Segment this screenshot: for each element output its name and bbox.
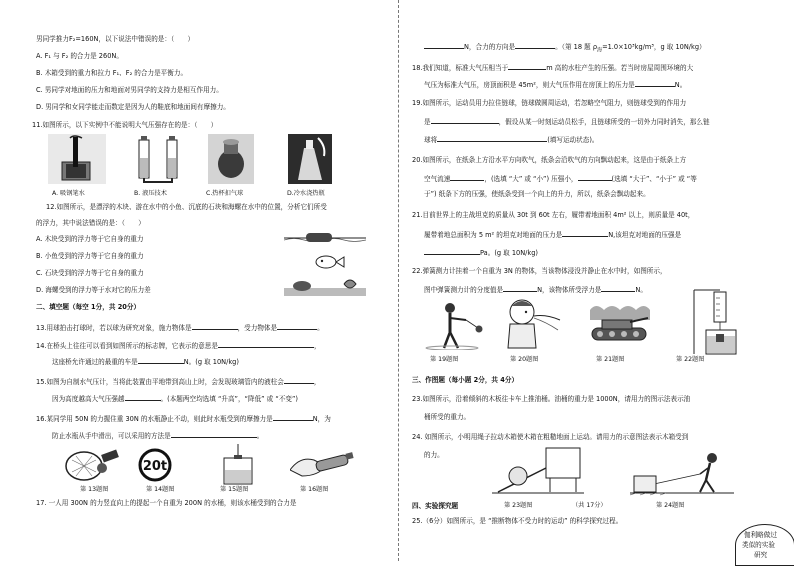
q16-fig-caption: 第 16题图 — [300, 486, 329, 493]
q21-fig-caption: 第 21题图 — [596, 356, 625, 363]
q12-fig-water-tank — [284, 226, 366, 296]
left-column — [0, 0, 399, 561]
q11-caption-c: C.热杯扣气球 — [206, 190, 244, 197]
q25-text: 25.（6分）如图所示，是 “推断物体不受力时的运动” 的科学探究过程。 — [412, 517, 623, 525]
q13-fig-racket — [62, 448, 120, 484]
q19-text-line2: 是 ，假设从某一时刻运动员松手，且链球所受的一切外力同时消失，那么链 — [424, 118, 710, 126]
q18-blank-1[interactable] — [508, 62, 546, 70]
q20-fig-caption: 第 20题图 — [510, 356, 539, 363]
section-2-title: 二、填空题（每空 1分，共 20分） — [36, 303, 141, 311]
q20-blank-1[interactable] — [450, 173, 484, 181]
q11-fig-c-cup-balloon — [208, 134, 254, 184]
q14-fig-caption: 第 14题图 — [146, 486, 175, 493]
q10-option-a: A. F₁ 与 F₂ 的合力是 260N。 — [36, 52, 123, 60]
q13-blank-1[interactable] — [192, 322, 238, 330]
q16-blank-1[interactable] — [273, 413, 313, 421]
q13-blank-2[interactable] — [277, 322, 317, 330]
q13-text: 13.用球拍击打球时，若以球为研究对象，施力物体是 ，受力物体是 。 — [36, 324, 324, 332]
q20-blank-2[interactable] — [578, 173, 612, 181]
q17-blank-2[interactable] — [515, 41, 555, 49]
q12-option-c: C. 石块受到的浮力等于它自身的重力 — [36, 269, 144, 277]
q18-text-line1: 18.我们知道，标准大气压相当于 m 高的水柱产生的压强。若当时房屋周围环境的大 — [412, 64, 694, 72]
q19-fig-caption: 第 19题图 — [430, 356, 459, 363]
q20-fig-blow-paper — [502, 296, 562, 350]
q11-fig-a-pen-ink — [48, 134, 106, 184]
q15-blank-2[interactable] — [125, 393, 161, 401]
galileo-speech-bubble: 伽利略做过 类似的实验 研究 — [735, 524, 794, 566]
weight-limit-label: 20t — [142, 459, 168, 474]
q23-text-line1: 23.如图所示，沿着倾斜的木板往卡车上推油桶。油桶的重力是 1000N，请用力的图示法表示油 — [412, 395, 691, 403]
q15-fig-caption: 第 15题图 — [220, 486, 249, 493]
q15-text-line1: 15.如图为自制水气压计，当将此装置由平地带到高山上时，会发现玻璃管内的液柱会 ， — [36, 378, 321, 386]
q12-stem-line2: 的浮力，其中说法错误的是：（ ） — [36, 219, 145, 227]
q19-fig-hammer-throw — [420, 298, 484, 350]
q21-blank-1[interactable] — [562, 229, 608, 237]
q24-fig-caption: 第 24题图 — [656, 502, 685, 509]
q11-fig-b-hydraulic — [133, 134, 183, 186]
q14-blank-2[interactable] — [138, 356, 184, 364]
q21-blank-2[interactable] — [424, 247, 480, 255]
section-4-score: （共 17分） — [572, 502, 607, 509]
q15-fig-barometer — [218, 444, 258, 486]
q19-blank-1[interactable] — [431, 116, 499, 124]
q22-text-line1: 22.弹簧测力计挂着一个自重为 3N 的物体，当该物体浸没并静止在水中时，如图所示， — [412, 267, 667, 275]
q11-caption-a: A. 吸钢笔水 — [52, 190, 85, 197]
right-column — [400, 0, 794, 561]
q22-fig-caption: 第 22题图 — [676, 356, 705, 363]
q12-stem-line1: 12.如图所示，是漂浮的木块、游在水中的小鱼、沉底的石块和海螺在水中的位置，分析它们所受 — [46, 203, 327, 211]
q19-blank-2[interactable] — [437, 134, 547, 142]
q14-fig-weight-limit-sign — [138, 448, 172, 482]
q16-fig-hand-bottle — [290, 450, 354, 478]
q22-fig-spring-scale — [690, 288, 738, 358]
q24-text-line2: 的力。 — [424, 451, 444, 459]
q21-text-line3: Pa。(g 取 10N/kg) — [424, 247, 538, 257]
q17-blank-1[interactable] — [424, 41, 464, 49]
q10-option-d: D. 男同学和女同学能走而数定是因为人的鞋底和地面间有摩擦力。 — [36, 103, 230, 111]
q11-caption-b: B. 液压技术 — [134, 190, 167, 197]
q20-text-line2: 空气流速 ，(选填 “大” 或 “小”) 压强小， (选填 “大于”、“小于” 或 “等 — [424, 175, 697, 183]
q16-text-line2: 防止水瓶从手中滑出，可以采用的方法是 。 — [52, 432, 264, 440]
q17-continued: N，合力的方向是 。（第 18 题 $\rho_海=1.0\times 10^3kg/m^3$，g 取 10N/kg） — [424, 41, 706, 54]
q10-option-c: C. 男同学对地面的压力和地面对男同学的支持力是相互作用力。 — [36, 86, 223, 94]
q19-text-line3: 球将 (填写运动状态)。 — [424, 136, 599, 144]
q10-stem: 男同学推力F₂=160N，以下说法中错误的是：（ ） — [36, 35, 195, 43]
q18-text-line2: 气压为标准大气压，房顶面积是 45m²，则大气压作用在房顶上的压力是 N。 — [424, 81, 687, 89]
q11-caption-d: D.冷水浇热瓶 — [287, 190, 325, 197]
section-3-title: 三、作图题（每小题 2分，共 4分） — [412, 376, 519, 384]
q18-blank-2[interactable] — [635, 79, 675, 87]
q17-text: 17. 一人用 300N 的力竖直向上的提起一个自重为 200N 的水桶，则该水桶受到的合力是 — [36, 499, 297, 507]
q15-text-line2: 因为高度越高大气压强越 。(本题两空均选填 “升高”，“降低” 或 “不变”) — [52, 395, 298, 403]
q16-blank-2[interactable] — [171, 430, 257, 438]
q12-option-a: A. 木块受到的浮力等于它自身的重力 — [36, 235, 144, 243]
q21-text-line2: 履带着地总面积为 5 m² 的坦克对地面的压力是 N,该坦克对地面的压强是 — [424, 231, 682, 239]
q20-text-line3: 于”) 纸条下方的压强，使纸条受到一个向上的升力，所以，纸条会飘动起来。 — [424, 190, 650, 198]
q13-fig-caption: 第 13题图 — [80, 486, 109, 493]
q10-option-b: B. 木箱受到的重力和拉力 F₁、F₂ 的合力是平衡力。 — [36, 69, 188, 77]
q14-text-line1: 14.在桥头上往往可以看到如图所示的标志牌，它表示的意思是 ， — [36, 342, 321, 350]
q23-fig-caption: 第 23题图 — [504, 502, 533, 509]
q16-text-line1: 16.某同学用 50N 的力握住重 30N 的水瓶静止不动，则此时水瓶受到的摩擦力是 N，为 — [36, 415, 331, 423]
q19-text-line1: 19.如图所示，运动员用力拉住链球，链球做圆周运动，若忽略空气阻力，则链球受到的作用力 — [412, 99, 687, 107]
q21-fig-tank — [586, 300, 652, 348]
q14-blank-1[interactable] — [218, 340, 314, 348]
section-4-title: 四、实验探究题 — [412, 502, 459, 510]
q23-fig-truck-ramp — [492, 446, 584, 496]
q15-blank-1[interactable] — [284, 376, 314, 384]
q24-fig-pull-box — [630, 450, 734, 496]
q23-text-line2: 桶所受的重力。 — [424, 413, 471, 421]
q22-blank-1[interactable] — [503, 284, 537, 292]
q20-text-line1: 20.如图所示，在纸条上方沿水平方向吹气，纸条会沿吹气的方向飘动起来，这是由于纸条上方 — [412, 156, 687, 164]
q12-option-d: D. 海螺受到的浮力等于水对它的压力差 — [36, 286, 151, 294]
q11-fig-d-bottle — [288, 134, 332, 184]
q14-text-line2: 这座桥允许通过的最重的车是 N。(g 取 10N/kg) — [52, 358, 239, 366]
q12-option-b: B. 小鱼受到的浮力等于它自身的重力 — [36, 252, 144, 260]
q22-text-line2: 图中弹簧测力计的分度值是 N，该物体所受浮力是 N。 — [424, 286, 647, 294]
q22-blank-2[interactable] — [601, 284, 635, 292]
q11-stem: 11.如图所示，以下实例中不能说明大气压强存在的是：（ ） — [32, 121, 218, 129]
q24-text-line1: 24. 如图所示，小明用绳子拉动木箱使木箱在粗糙地面上运动。请用力的示意图法表示木箱受到 — [412, 433, 689, 441]
q21-text-line1: 21.目前世界上的主战坦克的质量从 30t 到 60t 左右，履带着地面积 4m² 以上，则质量是 40t， — [412, 211, 695, 219]
